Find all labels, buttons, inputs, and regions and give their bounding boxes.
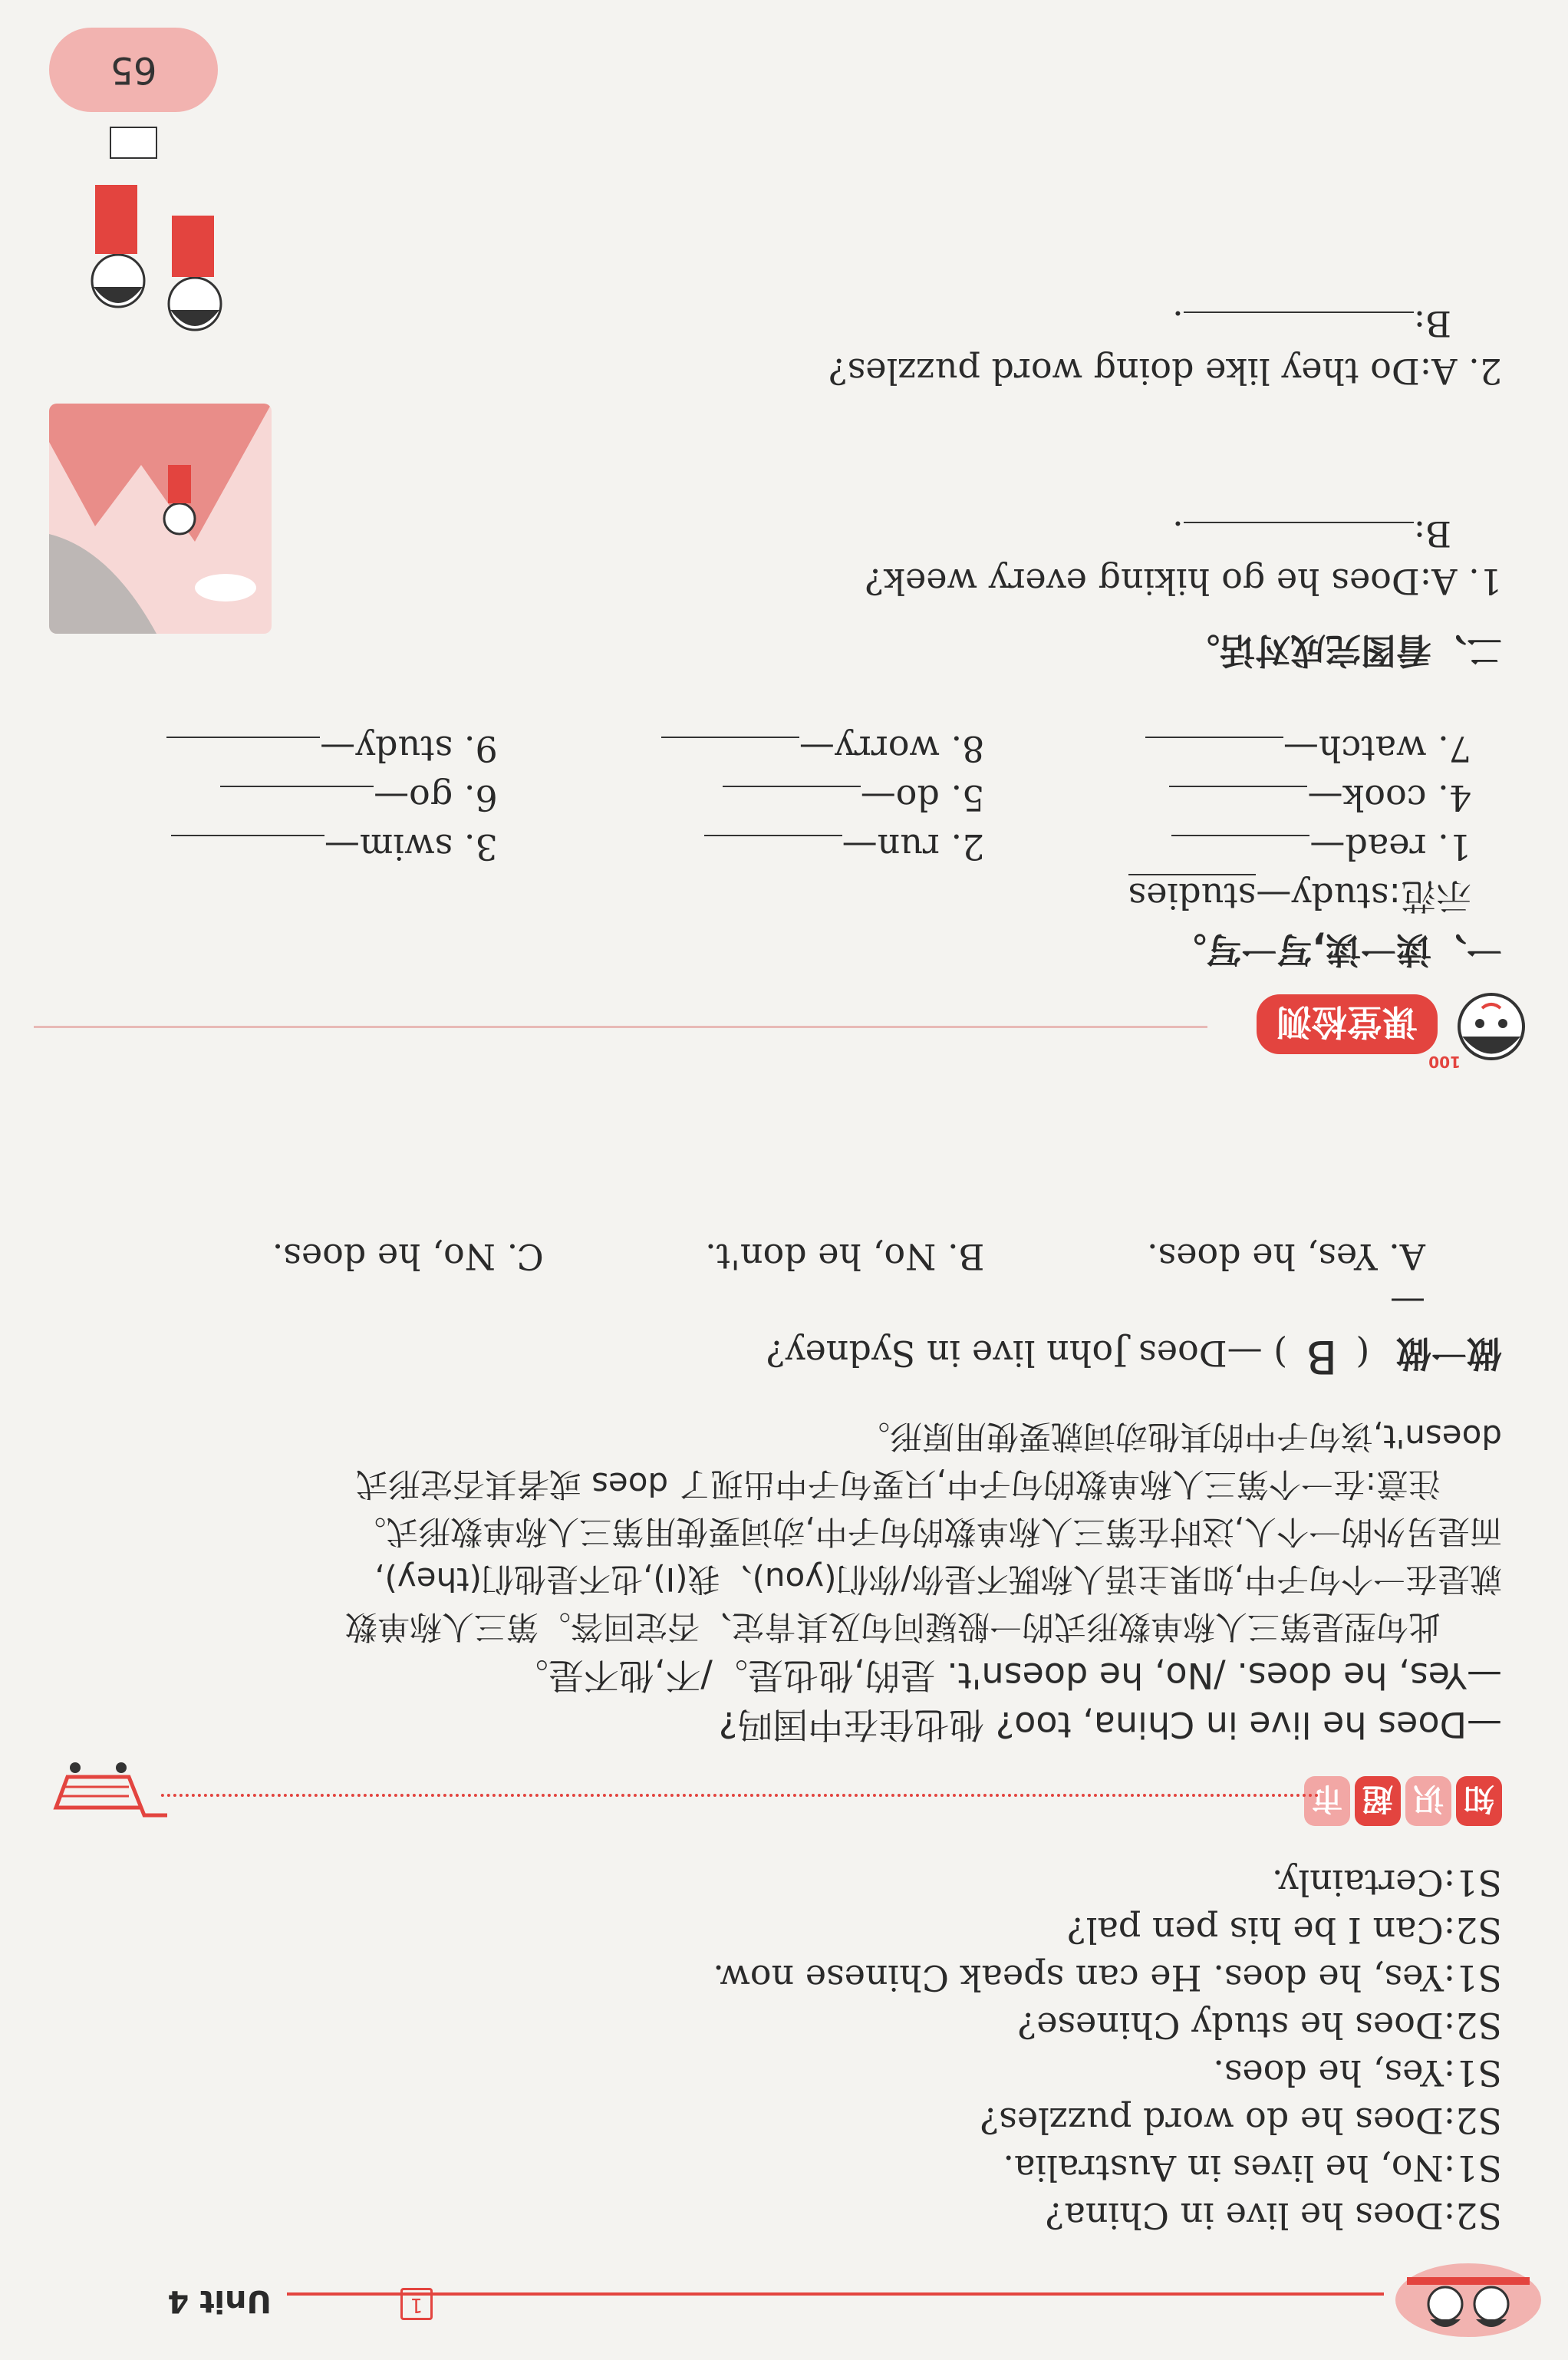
item-1 bbox=[996, 826, 1471, 869]
dialogue-line: S2:Does he study Chinese? bbox=[1017, 2005, 1502, 2046]
part2-b1 bbox=[275, 508, 1502, 555]
item-9 bbox=[166, 728, 498, 770]
badge-char: 识 bbox=[1405, 1776, 1451, 1826]
knowledge-badge bbox=[1300, 1776, 1502, 1826]
answer-blank[interactable] bbox=[661, 737, 799, 769]
hiking-illustration bbox=[49, 404, 272, 634]
answer-blank[interactable] bbox=[166, 737, 320, 769]
page-number-blob bbox=[49, 28, 218, 112]
example-answer: studies bbox=[1128, 875, 1257, 917]
item-label: 5. do— bbox=[860, 777, 985, 819]
part2-section bbox=[275, 298, 1502, 672]
answer-blank[interactable] bbox=[220, 786, 374, 818]
period: . bbox=[1172, 303, 1184, 344]
part1-example bbox=[44, 869, 1502, 918]
item-label: 1. read— bbox=[1309, 826, 1471, 868]
part2-q1: 1. A:Does he go hiking every week? bbox=[865, 561, 1502, 602]
header-cartoon-illustration bbox=[1392, 2262, 1545, 2346]
part1-row bbox=[44, 770, 1502, 819]
item-label: 7. watch— bbox=[1283, 728, 1471, 770]
item-4 bbox=[996, 776, 1471, 819]
dialogue-block bbox=[121, 1857, 1502, 2237]
b-label: B: bbox=[1413, 513, 1451, 555]
item-label: 6. go— bbox=[374, 777, 498, 819]
knowledge-content bbox=[44, 1410, 1502, 1746]
part1-row bbox=[44, 819, 1502, 869]
dialogue-line: S2:Does he do word puzzles? bbox=[980, 2100, 1502, 2141]
b-label: B: bbox=[1413, 303, 1451, 344]
score-badge: 100 bbox=[1428, 1053, 1461, 1071]
answer-blank[interactable] bbox=[723, 786, 861, 818]
part1-row bbox=[44, 721, 1502, 770]
part1-title: 一、读一读,写一写。 bbox=[1171, 929, 1502, 971]
answer-blank[interactable] bbox=[1145, 737, 1283, 769]
page-header bbox=[18, 2269, 1545, 2339]
dialogue-line: S2:Can I be his pen pal? bbox=[1067, 1910, 1502, 1951]
item-3 bbox=[171, 826, 498, 868]
dialogue-line: S1:No, he lives in Australia. bbox=[1003, 2147, 1502, 2189]
explanation-line: 就是在一个句子中,如果主语人称既不是你/你们(you)、我(I),也不是他们(they), bbox=[374, 1561, 1502, 1598]
item-8 bbox=[509, 727, 984, 770]
try-it-options bbox=[44, 1232, 1502, 1278]
item-label: 4. cook— bbox=[1307, 777, 1471, 819]
try-it-section bbox=[44, 1232, 1502, 1383]
answer-blank[interactable] bbox=[1184, 522, 1414, 554]
period: . bbox=[1172, 513, 1184, 555]
handwritten-answer: B bbox=[1306, 1330, 1338, 1383]
item-5 bbox=[509, 776, 984, 819]
answer-blank[interactable] bbox=[1184, 311, 1414, 344]
badge-char: 知 bbox=[1456, 1776, 1502, 1826]
part1-section bbox=[44, 721, 1502, 971]
item-label: 2. run— bbox=[842, 826, 985, 868]
option-b: B. No, he don't. bbox=[705, 1236, 985, 1277]
example-text: study— bbox=[1256, 875, 1389, 917]
part2-b2 bbox=[275, 298, 1502, 345]
answer-paren-right: ) bbox=[1273, 1333, 1288, 1374]
option-a: A. Yes, he does. bbox=[1147, 1236, 1425, 1277]
answer-blank[interactable] bbox=[704, 835, 842, 867]
try-it-label: 做一做 bbox=[1396, 1333, 1502, 1374]
part2-q2: 2. A:Do they like doing word puzzles? bbox=[828, 351, 1502, 392]
dialogue-line: S1:Yes, he does. He can speak Chinese now. bbox=[713, 1957, 1502, 1999]
classroom-test-rule bbox=[34, 1026, 1207, 1028]
item-label: 3. swim— bbox=[324, 826, 498, 868]
badge-char: 市 bbox=[1304, 1776, 1350, 1826]
knowledge-banner bbox=[44, 1762, 1502, 1831]
option-c: C. No, he does. bbox=[272, 1236, 544, 1277]
header-tab-box: 1 bbox=[400, 2288, 433, 2320]
page-number: 65 bbox=[110, 48, 157, 91]
dialogue-line: S1:Certainly. bbox=[1271, 1862, 1502, 1903]
explanation-line: 注意:在一个第三人称单数的句子中,只要句子中出现了 does 或者其否定形式 bbox=[355, 1465, 1441, 1503]
unit-label: Unit 4 bbox=[167, 2283, 272, 2319]
answer-paren-left: ( bbox=[1356, 1333, 1370, 1374]
try-it-question: —Does John live in Sydney? bbox=[766, 1333, 1263, 1374]
item-label: 9. study— bbox=[320, 728, 498, 770]
example-label: 示范: bbox=[1388, 875, 1471, 917]
explanation-line: doesn't,该句子中的其他动词就要使用原形。 bbox=[857, 1418, 1502, 1455]
answer-blank[interactable] bbox=[1171, 835, 1309, 867]
classroom-test-title: 课堂检测 bbox=[1257, 994, 1438, 1054]
dialogue-line: S1:Yes, he does. bbox=[1213, 2052, 1502, 2094]
item-label: 8. worry— bbox=[799, 728, 985, 770]
dialogue-line: S2:Does he live in China? bbox=[1045, 2195, 1502, 2236]
explanation-line: 而是另外的一个人,这时在第三人称单数的句子中,动词要使用第三人称单数形式。 bbox=[354, 1513, 1502, 1551]
explanation-line: 此句型是第三人称单数形式的一般疑问句及其肯定、否定回答。第三人称单数 bbox=[344, 1608, 1441, 1646]
part2-title: 二、看图完成对话。 bbox=[1184, 630, 1502, 671]
example-question: —Does he live in China, too? 他也住在中国吗? bbox=[718, 1704, 1502, 1745]
item-7 bbox=[996, 727, 1471, 770]
banner-dotted-rule bbox=[160, 1794, 1318, 1797]
example-answer: —Yes, he does. /No, he doesn't. 是的,他也是。/不,他不是。 bbox=[512, 1655, 1502, 1696]
shopping-cart-icon bbox=[44, 1762, 175, 1831]
header-rule bbox=[287, 2292, 1384, 2296]
item-6 bbox=[220, 777, 498, 819]
item-2 bbox=[509, 826, 984, 869]
try-it-dash: — bbox=[1390, 1282, 1425, 1323]
word-puzzles-illustration bbox=[57, 120, 249, 350]
badge-char: 超 bbox=[1355, 1776, 1401, 1826]
try-it-question-row bbox=[44, 1324, 1502, 1383]
answer-blank[interactable] bbox=[1169, 786, 1307, 818]
classroom-test-header bbox=[34, 987, 1537, 1071]
answer-blank[interactable] bbox=[171, 835, 324, 867]
